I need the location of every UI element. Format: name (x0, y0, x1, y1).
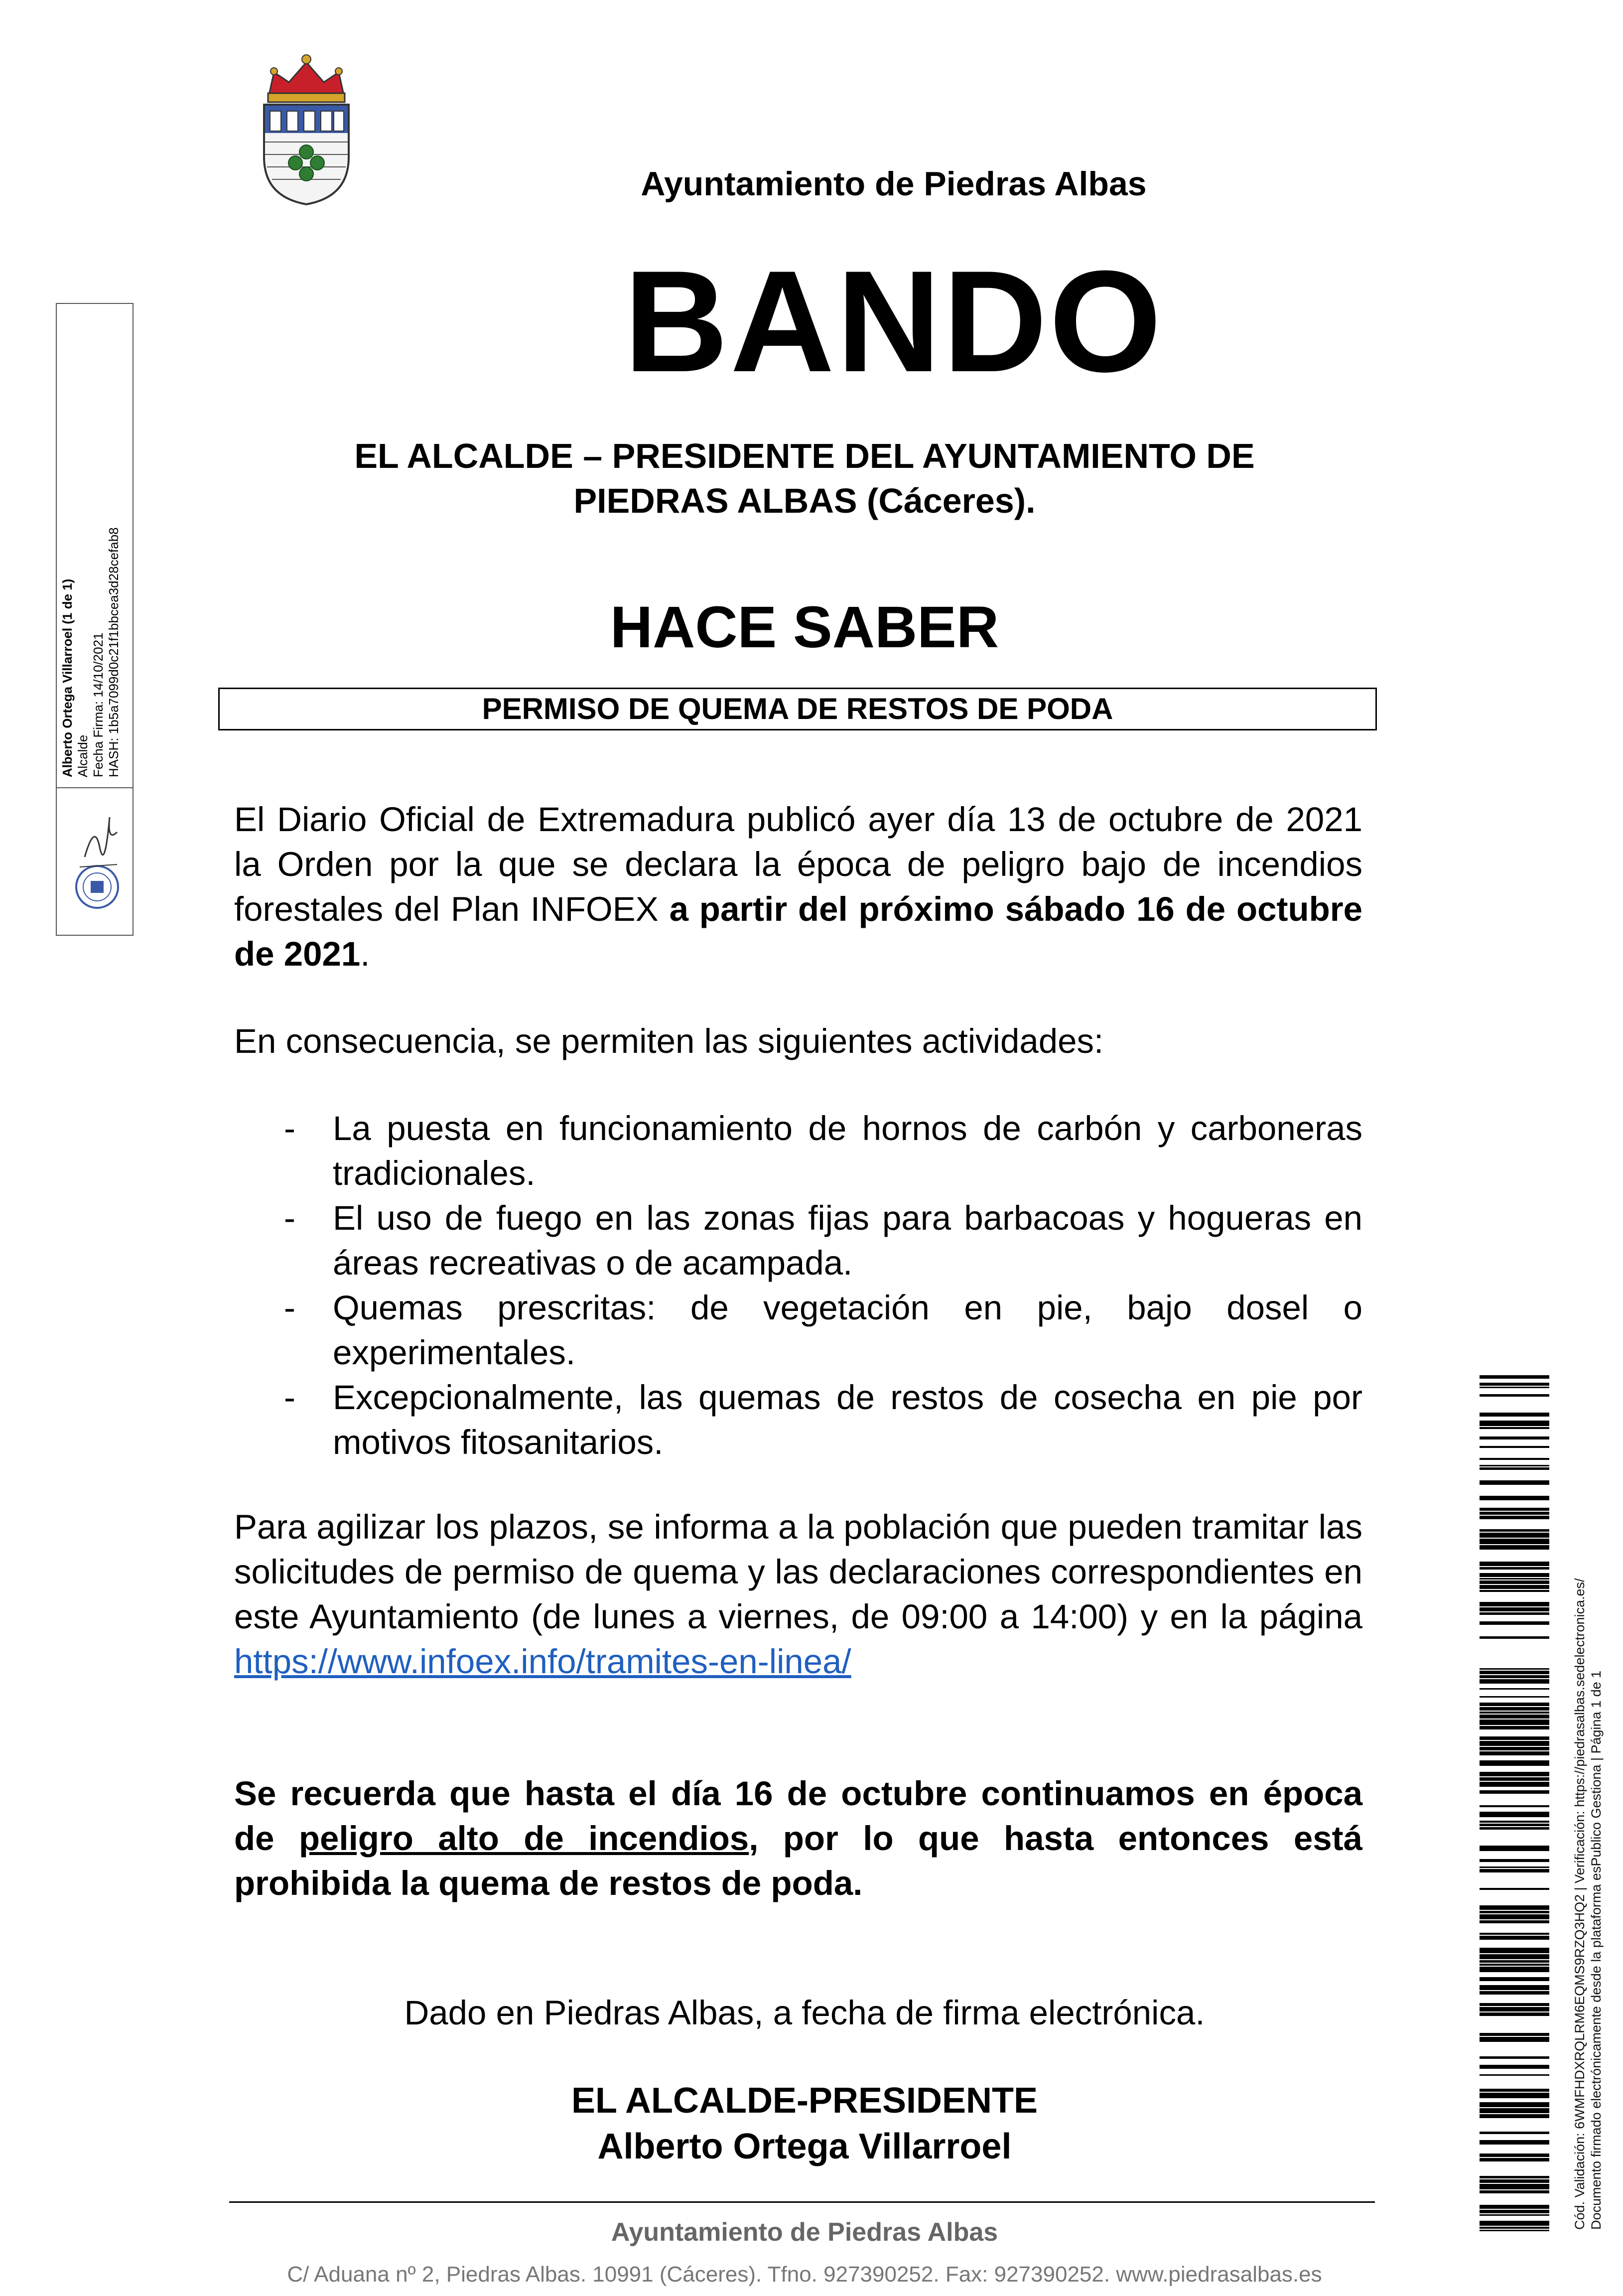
issuer-line-1: EL ALCALDE – PRESIDENTE DEL AYUNTAMIENTO DE (354, 436, 1255, 475)
barcode-bar (1480, 2108, 1549, 2113)
paragraph-1-text: El Diario Oficial de Extremadura publicó ayer día 13 de octubre de 2021 la Orden por la que se declara la época de peligro bajo de incendios forestales del Plan INFOEX (234, 800, 1362, 928)
barcode-bar (1480, 1621, 1549, 1625)
list-dash: - (284, 1378, 295, 1417)
barcode-bar (1480, 2184, 1549, 2189)
list-item-text: La puesta en funcionamiento de hornos de carbón y carboneras tradicionales. (333, 1109, 1362, 1192)
barcode-bar (1480, 1824, 1549, 1826)
barcode-bar (1480, 1827, 1549, 1830)
barcode-bar (1480, 1612, 1549, 1615)
e-signature-text (60, 279, 122, 777)
paragraph-1-end: . (360, 935, 370, 973)
barcode-bar (1480, 1790, 1549, 1794)
paragraph-1 (234, 797, 1362, 977)
barcode-bar (1480, 1458, 1549, 1460)
paragraph-2: En consecuencia, se permiten las siguientes actividades: (234, 1022, 1104, 1060)
list-item-text: Quemas prescritas: de vegetación en pie, bajo dosel o experimentales. (333, 1289, 1362, 1372)
barcode-bar (1480, 1914, 1549, 1919)
barcode-bar (1480, 2227, 1549, 2229)
barcode-bar (1480, 1715, 1549, 1719)
paragraph-1-bold: a partir del próximo sábado 16 de octubre de 2021 (234, 890, 1362, 973)
barcode-bar (1480, 1671, 1549, 1674)
paragraph-4-text-b: , por lo que hasta entonces está prohibida la quema de restos de poda. (234, 1819, 1362, 1902)
barcode-bar (1480, 1772, 1549, 1776)
barcode-bar (1480, 1991, 1549, 1995)
barcode-bar (1480, 1567, 1549, 1570)
signer-role: EL ALCALDE-PRESIDENTE (571, 2081, 1038, 2121)
barcode-bar (1480, 1866, 1549, 1868)
validation-line-2: Documento firmado electrónicamente desde la plataforma esPublico Gestiona | Página 1 de 1 (1589, 1670, 1604, 2230)
barcode-bar (1480, 1578, 1549, 1579)
barcode-icon (1480, 1375, 1549, 2232)
barcode-bar (1480, 2158, 1549, 2161)
barcode-bar (1480, 2176, 1549, 2178)
barcode-bar (1480, 1933, 1549, 1935)
barcode-bar (1480, 2089, 1549, 2092)
barcode-bar (1480, 1960, 1549, 1963)
e-signature-divider (56, 787, 134, 788)
list-item (284, 1375, 1362, 1465)
barcode-bar (1480, 1467, 1549, 1470)
barcode-bar (1480, 1751, 1549, 1755)
signature-stamp-icon (70, 802, 125, 922)
barcode-bar (1480, 1585, 1549, 1589)
barcode-bar (1480, 1964, 1549, 1966)
closing-date-line: Dado en Piedras Albas, a fecha de firma electrónica. (404, 1994, 1205, 2032)
barcode-bar (1480, 1707, 1549, 1711)
barcode-bar (1480, 2033, 1549, 2036)
barcode-bar (1480, 2210, 1549, 2213)
barcode-bar (1480, 1602, 1549, 1606)
barcode-bar (1480, 2065, 1549, 2069)
paragraph-3-text: Para agilizar los plazos, se informa a la población que pueden tramitar las solicitudes de permiso de quema y las declaraciones correspondientes en este Ayuntamiento (de lunes a viernes, de 09:00 a 14:00) y en la página (234, 1508, 1362, 1636)
footer-address: C/ Aduana nº 2, Piedras Albas. 10991 (Cáceres). Tfno. 927390252. Fax: 927390252. www.piedrasalbas.es (287, 2262, 1322, 2287)
barcode-bar (1480, 1936, 1549, 1940)
barcode-bar (1480, 1967, 1549, 1972)
barcode-bar (1480, 1760, 1549, 1766)
barcode-bar (1480, 1607, 1549, 1611)
barcode-bar (1480, 1911, 1549, 1913)
barcode-bar (1480, 1421, 1549, 1426)
barcode-bar (1480, 1712, 1549, 1714)
barcode-bar (1480, 1516, 1549, 1519)
barcode-bar (1480, 1573, 1549, 1577)
barcode-bar (1480, 2153, 1549, 2157)
barcode-bar (1480, 1869, 1549, 1872)
barcode-bar (1480, 2003, 1549, 2006)
barcode-bar (1480, 1696, 1549, 1698)
barcode-bar (1480, 2205, 1549, 2209)
signature-block (234, 2078, 1375, 2169)
barcode-bar (1480, 1413, 1549, 1417)
barcode-bar (1480, 1580, 1549, 1584)
barcode-bar (1480, 2012, 1549, 2016)
barcode-bar (1480, 1736, 1549, 1740)
list-dash: - (284, 1109, 295, 1148)
list-item-text: El uso de fuego en las zonas fijas para barbacoas y hogueras en áreas recreativas o de acampada. (333, 1199, 1362, 1282)
e-signature-role: Alcalde (75, 734, 90, 777)
barcode-bar (1480, 1920, 1549, 1923)
barcode-bar (1480, 1533, 1549, 1538)
subject-box: PERMISO DE QUEMA DE RESTOS DE PODA (218, 688, 1377, 730)
barcode-bar (1480, 2190, 1549, 2193)
barcode-bar (1480, 1436, 1549, 1439)
barcode-bar (1480, 1948, 1549, 1953)
issuer-line-2: PIEDRAS ALBAS (Cáceres). (573, 481, 1036, 520)
barcode-bar (1480, 1905, 1549, 1910)
list-item (284, 1286, 1362, 1375)
barcode-bar (1480, 1888, 1549, 1890)
barcode-bar (1480, 1741, 1549, 1746)
infoex-link[interactable]: https://www.infoex.info/tramites-en-linea/ (234, 1642, 851, 1681)
list-dash: - (284, 1199, 295, 1237)
barcode-bar (1480, 1985, 1549, 1990)
barcode-bar (1480, 1539, 1549, 1544)
document-title: BANDO (624, 241, 1164, 402)
barcode-bar (1480, 1821, 1549, 1823)
issuer-heading (234, 433, 1375, 523)
barcode-bar (1480, 1688, 1549, 1690)
barcode-bar (1480, 1668, 1549, 1670)
barcode-bar (1480, 1590, 1549, 1592)
activity-list (284, 1106, 1362, 1465)
barcode-bar (1480, 1812, 1549, 1817)
barcode-bar (1480, 2114, 1549, 2118)
barcode-bar (1480, 1496, 1549, 1500)
e-signature-signer: Alberto Ortega Villarroel (1 de 1) (60, 578, 75, 777)
signer-name: Alberto Ortega Villarroel (597, 2127, 1012, 2166)
list-dash: - (284, 1289, 295, 1327)
paragraph-4 (234, 1771, 1362, 1906)
barcode-bar (1480, 1465, 1549, 1466)
barcode-bar (1480, 1777, 1549, 1781)
barcode-bar (1480, 2230, 1549, 2231)
barcode-bar (1480, 1383, 1549, 1386)
barcode-bar (1480, 2074, 1549, 2076)
announcement-heading: HACE SABER (610, 594, 999, 660)
barcode-bar (1480, 1726, 1549, 1729)
barcode-bar (1480, 1859, 1549, 1862)
barcode-bar (1480, 1679, 1549, 1684)
barcode-bar (1480, 1954, 1549, 1959)
barcode-bar (1480, 1977, 1549, 1981)
barcode-bar (1480, 1747, 1549, 1750)
list-item (284, 1106, 1362, 1196)
validation-text (1572, 1373, 1605, 2230)
barcode-bar (1480, 1375, 1549, 1379)
barcode-bar (1480, 2102, 1549, 2107)
e-signature-hash: HASH: 1b5a7099d0c21f1bbcea3d28cefab8 (106, 527, 121, 777)
barcode-bar (1480, 2214, 1549, 2216)
barcode-bar (1480, 1782, 1549, 1787)
barcode-bar (1480, 2140, 1549, 2145)
barcode-bar (1480, 1508, 1549, 1511)
footer-divider (229, 2201, 1375, 2203)
barcode-bar (1480, 1562, 1549, 1566)
barcode-bar (1480, 1720, 1549, 1725)
barcode-bar (1480, 2007, 1549, 2011)
barcode-bar (1480, 1394, 1549, 1397)
barcode-bar (1480, 1675, 1549, 1678)
barcode-bar (1480, 2093, 1549, 2098)
barcode-bar (1480, 1387, 1549, 1388)
barcode-bar (1480, 1427, 1549, 1429)
footer-organization: Ayuntamiento de Piedras Albas (611, 2218, 998, 2247)
paragraph-3 (234, 1505, 1362, 1684)
barcode-bar (1480, 1512, 1549, 1515)
barcode-bar (1480, 1480, 1549, 1485)
barcode-bar (1480, 1805, 1549, 1807)
barcode-bar (1480, 2037, 1549, 2042)
barcode-bar (1480, 1636, 1549, 1639)
barcode-bar (1480, 1545, 1549, 1550)
paragraph-4-text-a: Se recuerda que hasta el día 16 de octubre continuamos en época de (234, 1774, 1362, 1858)
barcode-bar (1480, 2221, 1549, 2226)
barcode-bar (1480, 1446, 1549, 1448)
e-signature-date: Fecha Firma: 14/10/2021 (91, 632, 106, 777)
barcode-bar (1480, 2056, 1549, 2059)
barcode-bar (1480, 1703, 1549, 1706)
barcode-bar (1480, 1846, 1549, 1851)
validation-line-1: Cód. Validación: 6WMFHDXRQLRM6EQMS9RZQ3HQ2 | Verificación: https://piedrasalbas.sedelectronica.es/ (1572, 1578, 1587, 2230)
barcode-bar (1480, 2179, 1549, 2183)
list-item-text: Excepcionalmente, las quemas de restos de cosecha en pie por motivos fitosanitarios. (333, 1378, 1362, 1461)
organization-heading: Ayuntamiento de Piedras Albas (641, 165, 1147, 203)
barcode-bar (1480, 2132, 1549, 2134)
barcode-bar (1480, 1529, 1549, 1532)
list-item (284, 1196, 1362, 1286)
paragraph-4-underlined: peligro alto de incendios (298, 1819, 749, 1858)
